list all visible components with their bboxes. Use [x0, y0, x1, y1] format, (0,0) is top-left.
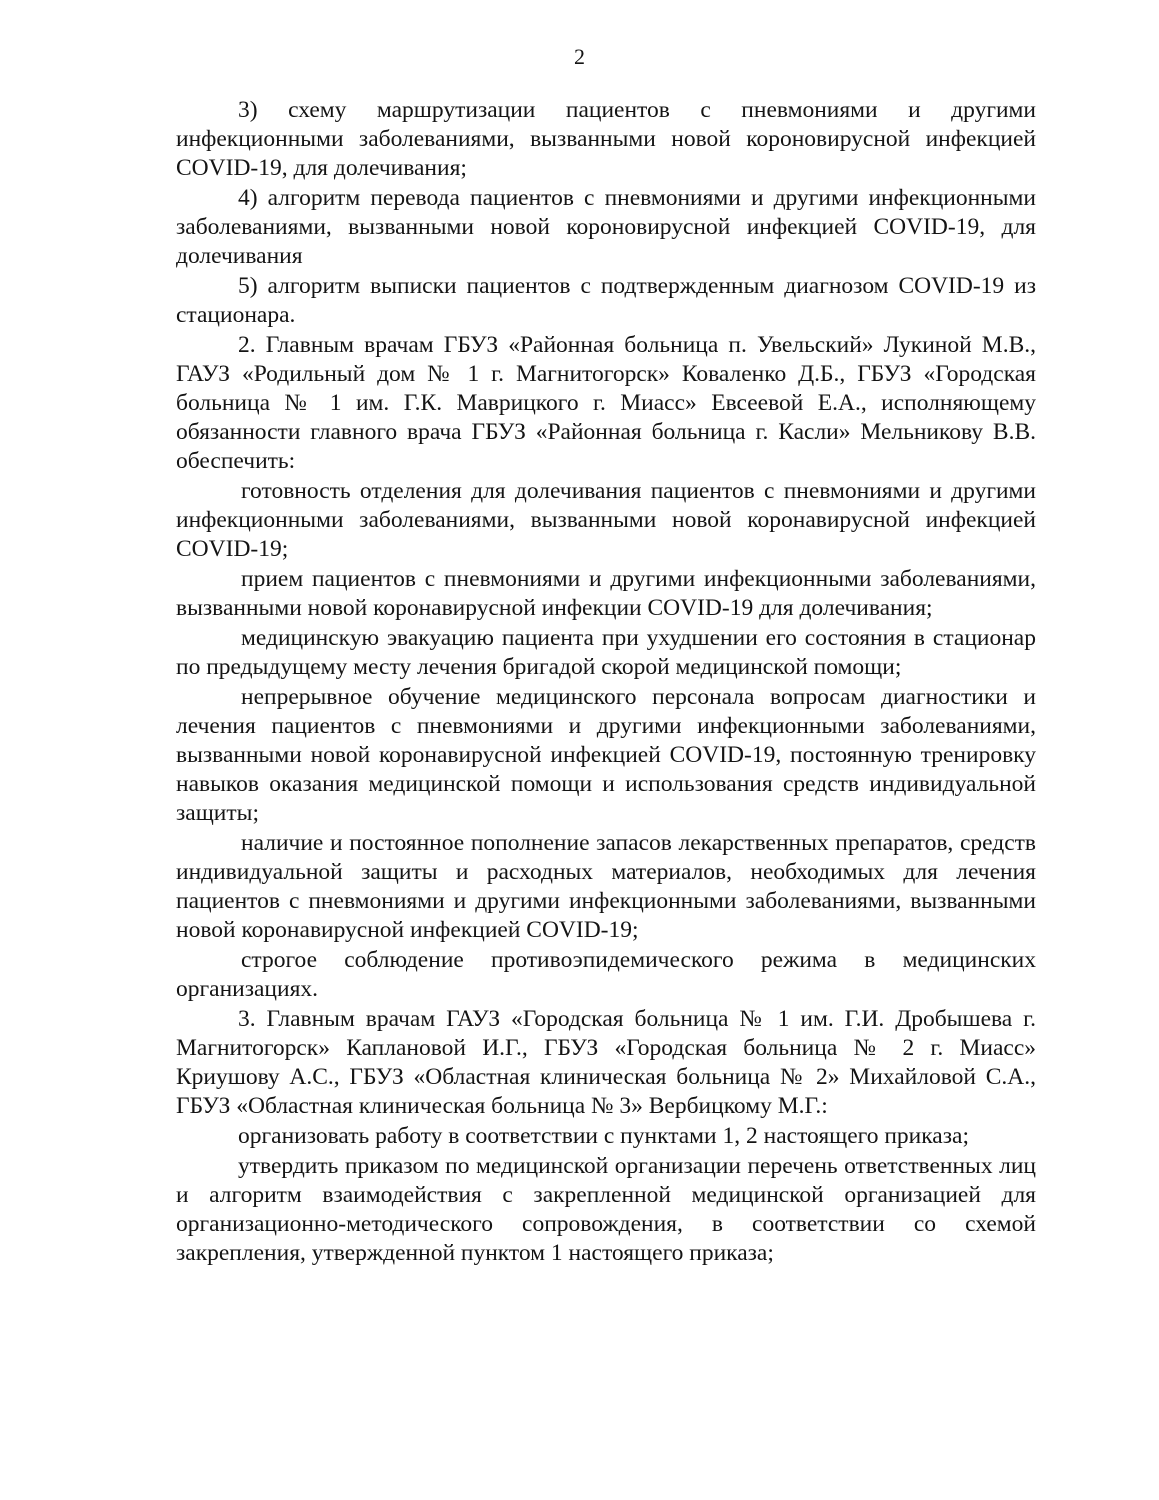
paragraph-approve-order: утвердить приказом по медицинской организации перечень ответственных лиц и алгоритм взаимодействия с закрепленной медицинской организацией для организационно-методического сопровождения, в соответствии со схемой закрепления, утвержденной пунктом 1 настоящего приказа;: [176, 1153, 1036, 1266]
paragraph-section-3-chief-doctors: 3. Главным врачам ГАУЗ «Городская больница № 1 им. Г.И. Дробышева г. Магнитогорск» Каплановой И.Г., ГБУЗ «Городская больница № 2 г. Миасс» Криушову А.С., ГБУЗ «Областная клиническая больница № 2» Михайловой С.А., ГБУЗ «Областная клиническая больница № 3» Вербицкому М.Г.:: [176, 1006, 1036, 1119]
paragraph-medical-evacuation: медицинскую эвакуацию пациента при ухудшении его состояния в стационар по предыдущему месту лечения бригадой скорой медицинской помощи;: [176, 625, 1036, 680]
document-body: [176, 96, 1036, 1269]
paragraph-organize-work: организовать работу в соответствии с пунктами 1, 2 настоящего приказа;: [238, 1123, 969, 1149]
paragraph-department-readiness: готовность отделения для долечивания пациентов с пневмониями и другими инфекционными заболеваниями, вызванными новой коронавирусной инфекцией COVID-19;: [176, 478, 1036, 562]
paragraph-section-2-chief-doctors: 2. Главным врачам ГБУЗ «Районная больница п. Увельский» Лукиной М.В., ГАУЗ «Родильный дом № 1 г. Магнитогорск» Коваленко Д.Б., ГБУЗ «Городская больница № 1 им. Г.К. Маврицкого г. Миасс» Евсеевой Е.А., исполняющему обязанности главного врача ГБУЗ «Районная больница г. Касли» Мельникову В.В. обеспечить:: [176, 332, 1036, 474]
page-number: 2: [574, 44, 585, 69]
paragraph-staff-training: непрерывное обучение медицинского персонала вопросам диагностики и лечения пациентов с пневмониями и другими инфекционными заболеваниями, вызванными новой коронавирусной инфекцией COVID-19, постоянную тренировку навыков оказания медицинской помощи и использования средств индивидуальной защиты;: [176, 684, 1036, 826]
paragraph-patient-admission: прием пациентов с пневмониями и другими инфекционными заболеваниями, вызванными новой коронавирусной инфекции COVID-19 для долечивания;: [176, 566, 1036, 621]
paragraph-item-5-discharge-algorithm: 5) алгоритм выписки пациентов с подтвержденным диагнозом COVID-19 из стационара.: [176, 273, 1036, 328]
paragraph-epidemic-regime: строгое соблюдение противоэпидемического режима в медицинских организациях.: [176, 947, 1036, 1002]
paragraph-item-4-transfer-algorithm: 4) алгоритм перевода пациентов с пневмониями и другими инфекционными заболеваниями, вызванными новой короновирусной инфекцией COVID-19, для долечивания: [176, 185, 1036, 269]
paragraph-supplies: наличие и постоянное пополнение запасов лекарственных препаратов, средств индивидуальной защиты и расходных материалов, необходимых для лечения пациентов с пневмониями и другими инфекционными заболеваниями, вызванными новой коронавирусной инфекцией COVID-19;: [176, 830, 1036, 943]
paragraph-item-3-routing-scheme: 3) схему маршрутизации пациентов с пневмониями и другими инфекционными заболеваниями, вызванными новой короновирусной инфекцией COVID-19, для долечивания;: [176, 97, 1036, 181]
